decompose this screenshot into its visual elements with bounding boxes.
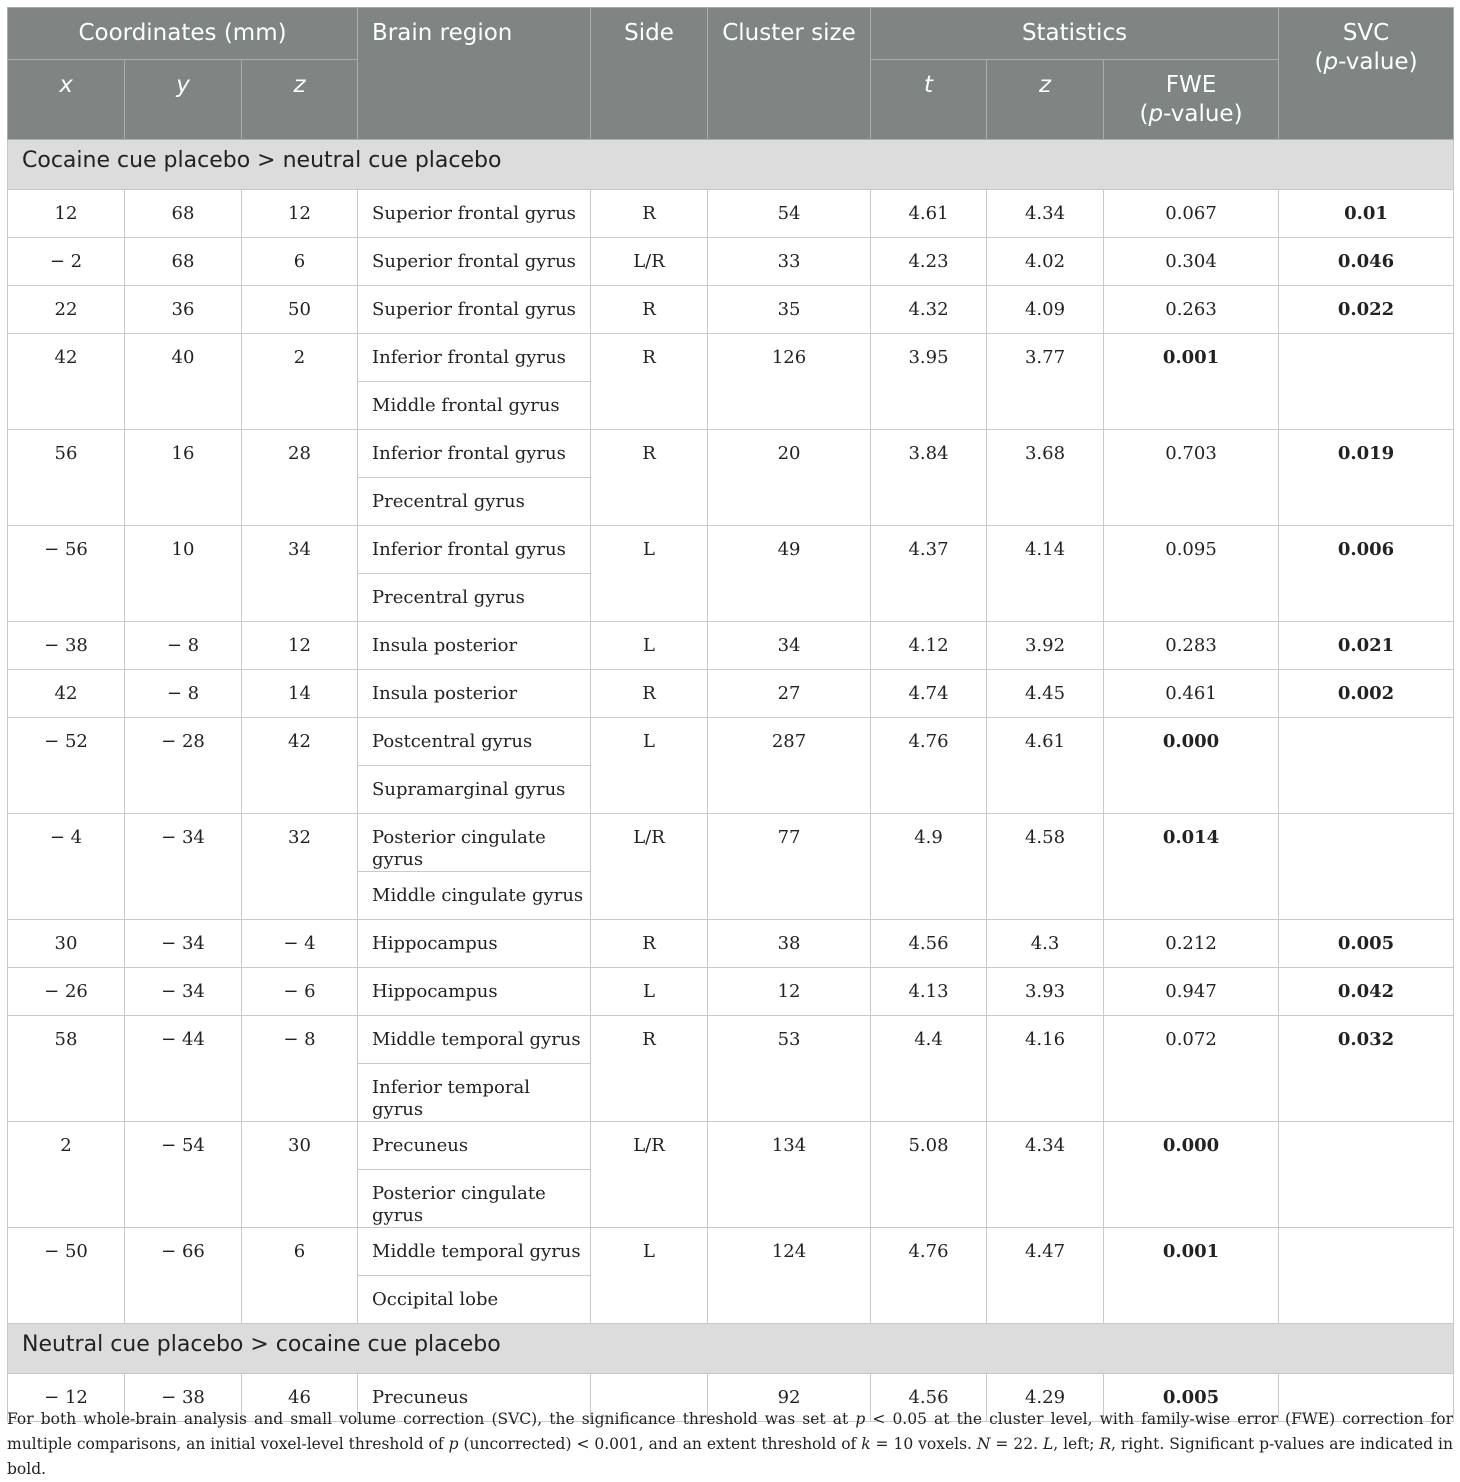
t-cell: 3.84 <box>871 430 987 526</box>
z-header: z <box>242 60 358 140</box>
x-cell: − 38 <box>8 622 125 670</box>
z-cell: − 8 <box>242 1016 358 1122</box>
side-cell: L/R <box>591 238 708 286</box>
y-cell: 16 <box>125 430 242 526</box>
fwe-header <box>1104 60 1279 140</box>
brain-region-cell: Precentral gyrus <box>358 574 591 622</box>
svc-cell: 0.019 <box>1279 430 1454 526</box>
z-stat-cell: 4.61 <box>987 718 1104 814</box>
table-header <box>8 8 1454 140</box>
fwe-cell: 0.000 <box>1104 1122 1279 1228</box>
t-cell: 4.32 <box>871 286 987 334</box>
svc-header <box>1279 8 1454 140</box>
z-cell: 46 <box>242 1374 358 1422</box>
x-cell: − 12 <box>8 1374 125 1422</box>
z-stat-cell: 4.47 <box>987 1228 1104 1324</box>
brain-region-cell: Occipital lobe <box>358 1276 591 1324</box>
svc-header-p: p <box>1323 49 1339 75</box>
z-stat-cell: 4.14 <box>987 526 1104 622</box>
side-cell: R <box>591 670 708 718</box>
x-cell: − 2 <box>8 238 125 286</box>
t-cell: 4.56 <box>871 920 987 968</box>
table-row <box>8 1122 1454 1170</box>
z-stat-cell: 4.29 <box>987 1374 1104 1422</box>
fwe-cell: 0.000 <box>1104 718 1279 814</box>
cluster-size-cell: 54 <box>708 190 871 238</box>
brain-region-cell: Middle temporal gyrus <box>358 1016 591 1064</box>
t-cell: 4.74 <box>871 670 987 718</box>
brain-region-cell: Middle temporal gyrus <box>358 1228 591 1276</box>
z-stat-cell: 4.09 <box>987 286 1104 334</box>
t-cell: 3.95 <box>871 334 987 430</box>
z-cell: 12 <box>242 622 358 670</box>
fwe-header-pre: ( <box>1139 101 1149 127</box>
side-cell: R <box>591 430 708 526</box>
cluster-size-cell: 12 <box>708 968 871 1016</box>
y-cell: − 54 <box>125 1122 242 1228</box>
fwe-cell: 0.001 <box>1104 334 1279 430</box>
brain-region-cell: Posterior cingulate gyrus <box>358 814 591 872</box>
t-cell: 4.13 <box>871 968 987 1016</box>
y-cell: − 66 <box>125 1228 242 1324</box>
x-cell: 56 <box>8 430 125 526</box>
side-header: Side <box>591 8 708 140</box>
table-row <box>8 190 1454 238</box>
svc-cell <box>1279 1122 1454 1228</box>
t-cell: 4.12 <box>871 622 987 670</box>
fwe-header-post: -value) <box>1163 101 1243 127</box>
brain-region-cell: Postcentral gyrus <box>358 718 591 766</box>
svc-cell: 0.042 <box>1279 968 1454 1016</box>
z-cell: 2 <box>242 334 358 430</box>
fwe-cell: 0.461 <box>1104 670 1279 718</box>
brain-region-cell: Insula posterior <box>358 622 591 670</box>
x-cell: − 50 <box>8 1228 125 1324</box>
x-header: x <box>8 60 125 140</box>
fwe-cell: 0.095 <box>1104 526 1279 622</box>
fwe-cell: 0.947 <box>1104 968 1279 1016</box>
fwe-cell: 0.703 <box>1104 430 1279 526</box>
x-cell: 42 <box>8 334 125 430</box>
table-row <box>8 670 1454 718</box>
svc-cell: 0.002 <box>1279 670 1454 718</box>
table-row <box>8 430 1454 478</box>
y-cell: 40 <box>125 334 242 430</box>
z-cell: 50 <box>242 286 358 334</box>
fwe-cell: 0.283 <box>1104 622 1279 670</box>
fwe-cell: 0.304 <box>1104 238 1279 286</box>
fwe-cell: 0.067 <box>1104 190 1279 238</box>
z-cell: 34 <box>242 526 358 622</box>
brain-region-cell: Insula posterior <box>358 670 591 718</box>
table-row <box>8 286 1454 334</box>
t-cell: 4.23 <box>871 238 987 286</box>
x-cell: 58 <box>8 1016 125 1122</box>
z-stat-cell: 4.3 <box>987 920 1104 968</box>
t-header: t <box>871 60 987 140</box>
x-cell: − 52 <box>8 718 125 814</box>
brain-region-cell: Precuneus <box>358 1122 591 1170</box>
y-cell: 68 <box>125 190 242 238</box>
section-row <box>8 140 1454 190</box>
cluster-size-cell: 27 <box>708 670 871 718</box>
svc-cell <box>1279 814 1454 920</box>
svc-cell: 0.01 <box>1279 190 1454 238</box>
brain-region-cell: Inferior temporal gyrus <box>358 1064 591 1122</box>
brain-region-cell: Supramarginal gyrus <box>358 766 591 814</box>
svc-cell <box>1279 1228 1454 1324</box>
brain-region-cell: Inferior frontal gyrus <box>358 430 591 478</box>
side-cell: L <box>591 718 708 814</box>
svc-cell: 0.006 <box>1279 526 1454 622</box>
side-cell: L/R <box>591 1122 708 1228</box>
z-cell: 28 <box>242 430 358 526</box>
table-row <box>8 718 1454 766</box>
cluster-size-cell: 126 <box>708 334 871 430</box>
y-cell: − 34 <box>125 814 242 920</box>
table-row <box>8 920 1454 968</box>
y-cell: − 8 <box>125 622 242 670</box>
side-cell: L <box>591 622 708 670</box>
z-stat-cell: 3.68 <box>987 430 1104 526</box>
table-footnote: For both whole-brain analysis and small volume correction (SVC), the significance threshold was set at p < 0.05 at the cluster level, with family-wise error (FWE) correction for multiple comparisons, an initial voxel-level threshold of p (uncorrected) < 0.001, and an extent threshold of k = 10 voxels. N = 22. L, left; R, right. Significant p-values are indicated in bold. <box>7 1410 1453 1478</box>
table-row <box>8 238 1454 286</box>
side-cell: R <box>591 286 708 334</box>
cluster-size-cell: 287 <box>708 718 871 814</box>
svc-header-post: -value) <box>1338 49 1418 75</box>
cluster-size-cell: 77 <box>708 814 871 920</box>
side-cell: R <box>591 920 708 968</box>
z-stat-cell: 3.93 <box>987 968 1104 1016</box>
t-cell: 5.08 <box>871 1122 987 1228</box>
brain-region-cell: Hippocampus <box>358 920 591 968</box>
brain-region-cell: Hippocampus <box>358 968 591 1016</box>
side-cell: L <box>591 526 708 622</box>
table-row <box>8 814 1454 872</box>
brain-region-cell: Middle frontal gyrus <box>358 382 591 430</box>
results-table <box>7 7 1454 1422</box>
svc-cell <box>1279 334 1454 430</box>
z-stat-cell: 4.45 <box>987 670 1104 718</box>
x-cell: 22 <box>8 286 125 334</box>
t-cell: 4.37 <box>871 526 987 622</box>
x-cell: − 4 <box>8 814 125 920</box>
cluster-size-cell: 38 <box>708 920 871 968</box>
y-cell: 68 <box>125 238 242 286</box>
y-cell: 36 <box>125 286 242 334</box>
fwe-cell: 0.263 <box>1104 286 1279 334</box>
z-stat-cell: 4.58 <box>987 814 1104 920</box>
x-cell: 42 <box>8 670 125 718</box>
t-cell: 4.4 <box>871 1016 987 1122</box>
svc-cell: 0.032 <box>1279 1016 1454 1122</box>
y-cell: − 28 <box>125 718 242 814</box>
brain-region-cell: Inferior frontal gyrus <box>358 334 591 382</box>
z-cell: − 6 <box>242 968 358 1016</box>
cluster-size-cell: 124 <box>708 1228 871 1324</box>
z-cell: 6 <box>242 1228 358 1324</box>
fwe-cell: 0.005 <box>1104 1374 1279 1422</box>
z-stat-header: z <box>987 60 1104 140</box>
cluster-size-cell: 49 <box>708 526 871 622</box>
cluster-size-cell: 35 <box>708 286 871 334</box>
z-cell: 42 <box>242 718 358 814</box>
table-body <box>8 140 1454 1422</box>
y-cell: − 38 <box>125 1374 242 1422</box>
section-title: Cocaine cue placebo > neutral cue placebo <box>8 140 1454 190</box>
z-stat-cell: 4.02 <box>987 238 1104 286</box>
svc-cell: 0.005 <box>1279 920 1454 968</box>
brain-region-header: Brain region <box>358 8 591 140</box>
x-cell: − 26 <box>8 968 125 1016</box>
brain-region-cell: Superior frontal gyrus <box>358 238 591 286</box>
z-stat-cell: 4.34 <box>987 1122 1104 1228</box>
cluster-size-cell: 20 <box>708 430 871 526</box>
svc-cell: 0.022 <box>1279 286 1454 334</box>
fwe-cell: 0.014 <box>1104 814 1279 920</box>
cluster-size-cell: 33 <box>708 238 871 286</box>
svc-cell <box>1279 718 1454 814</box>
table-row <box>8 622 1454 670</box>
fwe-header-p: p <box>1148 101 1164 127</box>
y-header: y <box>125 60 242 140</box>
cluster-size-cell: 34 <box>708 622 871 670</box>
z-stat-cell: 4.16 <box>987 1016 1104 1122</box>
side-cell: L <box>591 968 708 1016</box>
fwe-header-label: FWE <box>1165 72 1217 98</box>
z-cell: 6 <box>242 238 358 286</box>
x-cell: − 56 <box>8 526 125 622</box>
y-cell: − 8 <box>125 670 242 718</box>
cluster-size-cell: 53 <box>708 1016 871 1122</box>
z-cell: 12 <box>242 190 358 238</box>
brain-region-cell: Inferior frontal gyrus <box>358 526 591 574</box>
brain-region-cell: Superior frontal gyrus <box>358 190 591 238</box>
x-cell: 2 <box>8 1122 125 1228</box>
table-row <box>8 334 1454 382</box>
t-cell: 4.76 <box>871 1228 987 1324</box>
x-cell: 12 <box>8 190 125 238</box>
cluster-size-cell: 92 <box>708 1374 871 1422</box>
cluster-size-header: Cluster size <box>708 8 871 140</box>
table-row <box>8 968 1454 1016</box>
brain-region-cell: Posterior cingulate gyrus <box>358 1170 591 1228</box>
brain-region-cell: Superior frontal gyrus <box>358 286 591 334</box>
svc-header-label: SVC <box>1342 20 1390 46</box>
z-stat-cell: 3.77 <box>987 334 1104 430</box>
table-row <box>8 1016 1454 1064</box>
z-stat-cell: 4.34 <box>987 190 1104 238</box>
section-title: Neutral cue placebo > cocaine cue placebo <box>8 1324 1454 1374</box>
z-stat-cell: 3.92 <box>987 622 1104 670</box>
side-cell: L <box>591 1228 708 1324</box>
y-cell: − 44 <box>125 1016 242 1122</box>
coordinates-header: Coordinates (mm) <box>8 8 358 60</box>
svc-cell: 0.046 <box>1279 238 1454 286</box>
x-cell: 30 <box>8 920 125 968</box>
y-cell: − 34 <box>125 920 242 968</box>
z-cell: 32 <box>242 814 358 920</box>
brain-region-cell: Precentral gyrus <box>358 478 591 526</box>
svc-cell: 0.021 <box>1279 622 1454 670</box>
cluster-size-cell: 134 <box>708 1122 871 1228</box>
section-row <box>8 1324 1454 1374</box>
side-cell: R <box>591 1016 708 1122</box>
fwe-cell: 0.212 <box>1104 920 1279 968</box>
statistics-header: Statistics <box>871 8 1279 60</box>
fwe-cell: 0.001 <box>1104 1228 1279 1324</box>
table-row <box>8 526 1454 574</box>
side-cell: L/R <box>591 814 708 920</box>
z-cell: − 4 <box>242 920 358 968</box>
fwe-cell: 0.072 <box>1104 1016 1279 1122</box>
z-cell: 14 <box>242 670 358 718</box>
table-row <box>8 1228 1454 1276</box>
side-cell: R <box>591 190 708 238</box>
brain-region-cell: Precuneus <box>358 1374 591 1422</box>
t-cell: 4.61 <box>871 190 987 238</box>
t-cell: 4.76 <box>871 718 987 814</box>
z-cell: 30 <box>242 1122 358 1228</box>
y-cell: 10 <box>125 526 242 622</box>
svc-header-pre: ( <box>1314 49 1324 75</box>
side-cell: R <box>591 334 708 430</box>
results-table-container <box>7 7 1453 1422</box>
y-cell: − 34 <box>125 968 242 1016</box>
t-cell: 4.56 <box>871 1374 987 1422</box>
brain-region-cell: Middle cingulate gyrus <box>358 872 591 920</box>
t-cell: 4.9 <box>871 814 987 920</box>
